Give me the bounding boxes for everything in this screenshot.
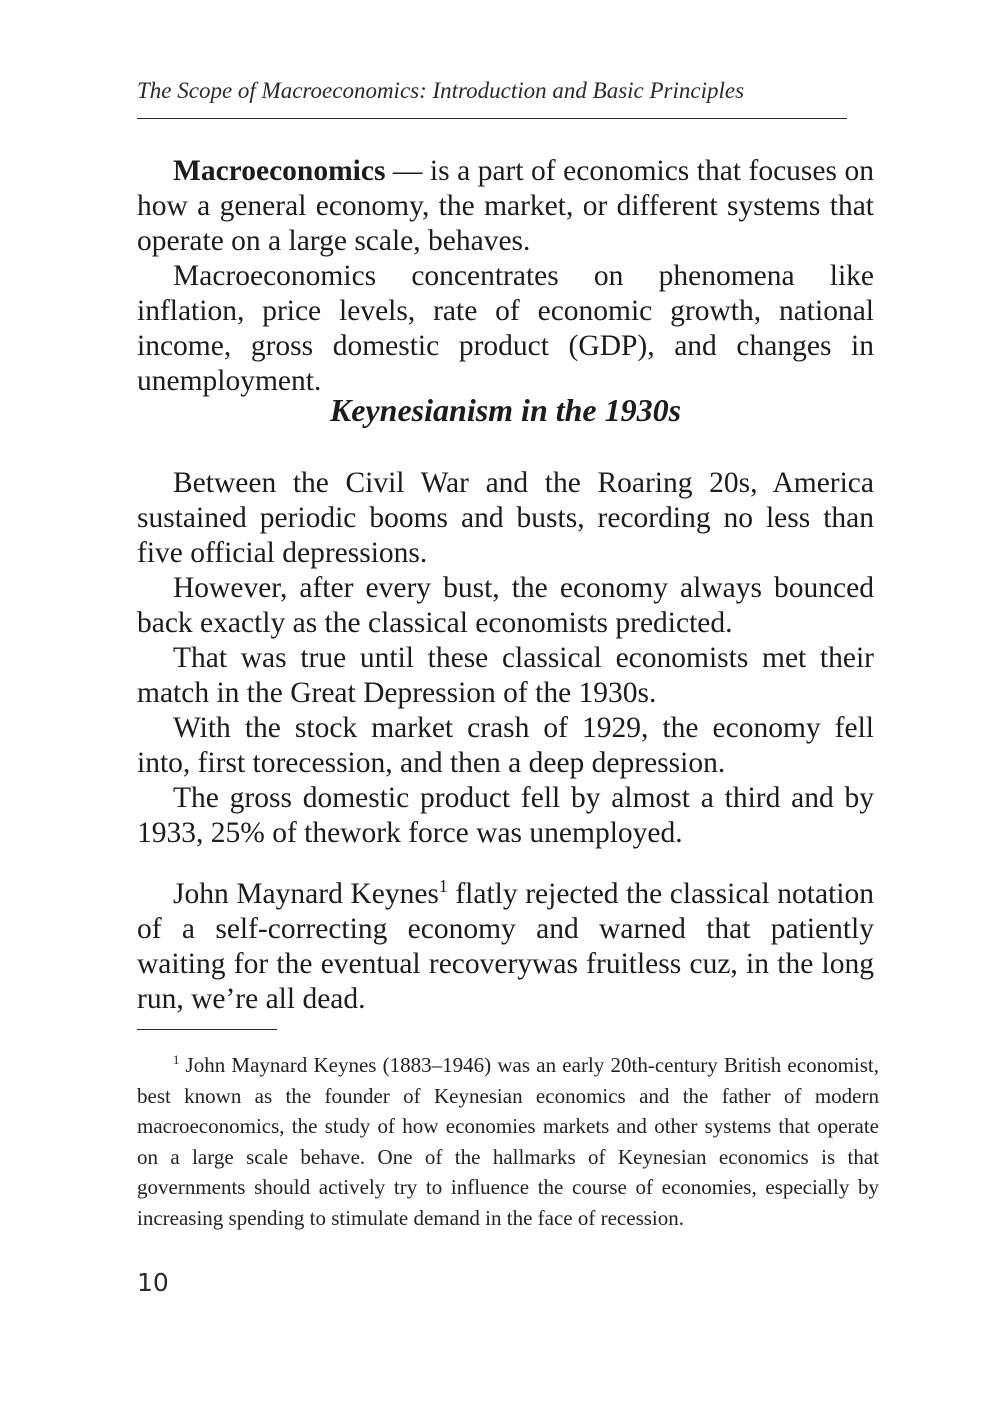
section-heading: Keynesianism in the 1930s: [329, 392, 682, 428]
intro-section: [137, 154, 874, 399]
intro-paragraph: Macroeconomics concentrates on phenomena like inflation, price levels, rate of economic growth, national income, gross domestic product (GDP), and changes in unemployment.: [137, 260, 874, 397]
defined-term: Macroeconomics: [173, 155, 386, 187]
footnote-divider: [137, 1029, 277, 1030]
body-paragraph: With the stock market crash of 1929, the economy fell into, first torecession, and then a deep depression.: [137, 712, 874, 779]
footnote-paragraph: [137, 1050, 879, 1233]
definition-paragraph: [137, 154, 874, 259]
body-paragraph: That was true until these classical economists met their match in the Great Depression of the 1930s.: [137, 642, 874, 709]
footnote: [137, 1050, 879, 1233]
section-body: [137, 466, 874, 851]
footnote-reference[interactable]: 1: [438, 876, 448, 897]
body-paragraph: Between the Civil War and the Roaring 20s, America sustained periodic booms and busts, recording no less than five official depressions.: [137, 467, 874, 569]
footnote-marker: 1: [173, 1053, 180, 1067]
keynes-paragraph: [137, 877, 874, 1017]
running-header: The Scope of Macroeconomics: Introduction and Basic Principles: [137, 78, 745, 103]
keynes-text-start: John Maynard Keynes: [173, 878, 439, 910]
body-paragraph: However, after every bust, the economy always bounced back exactly as the classical economists predicted.: [137, 572, 874, 639]
definition-text: — is a part of economics that focuses on how a general economy, the market, or different systems that operate on a large scale, behaves.: [137, 155, 874, 257]
footnote-text: John Maynard Keynes (1883–1946) was an early 20th-century British economist, best known as the founder of Keynesian economics and the father of modern macroeconomics, the study of how economies markets and other systems that operate on a large scale behave. One of the hallmarks of Keynesian economics is that governments should actively try to influence the course of economies, especially by increasing spending to stimulate demand in the face of recession.: [137, 1053, 879, 1230]
page-number: 10: [137, 1268, 169, 1297]
keynes-text-end: flatly rejected the classical notation of a self-correcting economy and warned that patiently waiting for the eventual recoverywas fruitless cuz, in the long run, we’re all dead.: [137, 878, 874, 1015]
header-rule: [137, 118, 847, 119]
body-paragraph: The gross domestic product fell by almost a third and by 1933, 25% of thework force was unemployed.: [137, 782, 874, 849]
keynes-section: [137, 877, 874, 1017]
